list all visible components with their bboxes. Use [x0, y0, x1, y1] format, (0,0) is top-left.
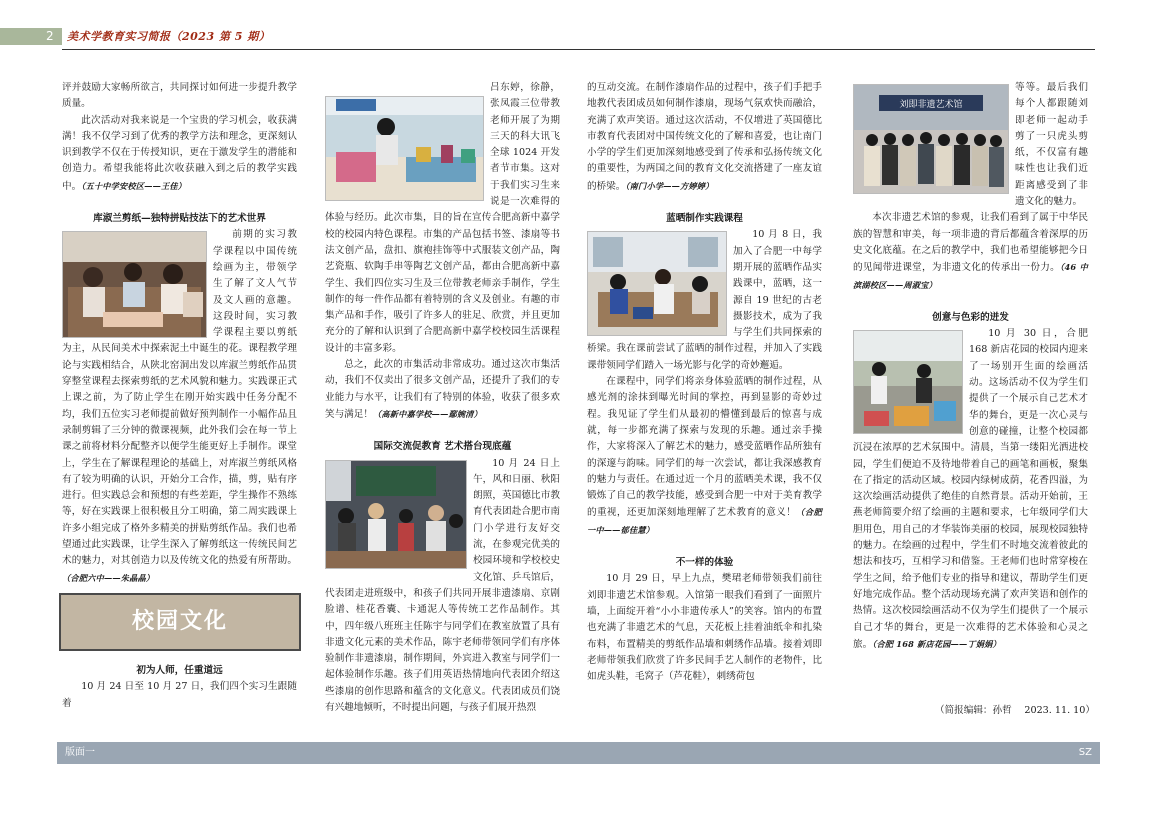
- column-3: [587, 80, 822, 685]
- author-signature: （合肥 168 新店花园——丁娟娟）: [872, 638, 1001, 649]
- page-number: 2: [46, 29, 54, 43]
- footer-section-label: 版面一: [65, 747, 95, 758]
- article-heading-different-experience: 不一样的体验: [675, 557, 734, 569]
- author-signature: （五十中学安校区——王佳）: [81, 180, 187, 191]
- article-text: 10 月 30 日，合肥 168 新店花园的校园内迎来了一场别开生面的绘画活动。这场活动不仅为学生们提供了一个展示自己艺术才华的舞台，更是一次心灵与创意的碰撞，让整个校园都沉浸在浓厚的艺术氛围中。清晨，当第一缕阳光洒进校园，学生们便迫不及待地带着自己的画笔和画板，聚集在了指定的活动区域。校园内绿树成荫，花香四溢，为这次绘画活动提供了绝佳的自然背景。活动开始前，王燕老师简要介绍了绘画的主题和要求，七年级同学们大胆用色，用自己的才华装饰美丽的校园，展现校园独特的魅力。在绘画的过程中，学生们不时地交流着彼此的想法和技巧，互相学习和借鉴。王老师们也时常穿梭在学生之间，给予他们专业的指导和建议，帮助学生们更好地完成作品。整个活动现场充满了欢声笑语和创作的热情。这次校园绘画活动不仅为学生们提供了一个展示自己才华的舞台，更是一次难得的艺术体验和心灵之旅。（合肥 168 新店花园——丁娟娟）: [853, 328, 1088, 650]
- footer-initials: SZ: [1078, 747, 1092, 758]
- article-text: 的互动交流。在制作漆扇作品的过程中，孩子们手把手地教代表团成员如何制作漆扇，现场气氛欢快而融洽，充满了欢声笑语。通过这次活动，不仅增进了英国德比市教育代表团对中国传统文化的了解和喜爱，也让南门小学的学生们更加深刻地感受到了传承和弘扬传统文化的重要性，为两国之间的教育文化交流搭建了一座友谊的桥梁。（南门小学——方婷婷）: [587, 82, 822, 192]
- photo-market-booth: [325, 96, 484, 201]
- journal-title: 美术学教育实习简报（2023 第 5 期）: [67, 30, 271, 43]
- museum-sign-text: 刘即非遗艺术馆: [899, 100, 963, 110]
- article-text: 总之，此次的市集活动非常成功。通过这次市集活动，我们不仅卖出了很多文创产品，还提升了我们的专业能力与水平，让我们有了特别的体验，收获了很多欢笑与满足！（高新中嘉学校——鄢婉清）: [325, 359, 560, 420]
- article-text: 10 月 24 日至 10 月 27 日，我们四个实习生跟随着: [62, 681, 297, 709]
- editor-credit: （简报编辑：孙哲 2023. 11. 10）: [934, 705, 1095, 716]
- author-signature: （高新中嘉学校——鄢婉清）: [372, 408, 483, 419]
- article-text: 10 月 8 日，我加入了合肥一中每学期开展的蓝晒作品实践课中，蓝晒，这一源自 19 世纪的古老摄影技术，成为了我与学生们共同探索的桥梁。我在课前尝试了蓝晒的制作过程，并加入了实践课带领同学们踏入一场光影与化学的奇妙邂逅。: [587, 229, 822, 371]
- column-4: [853, 80, 1088, 653]
- article-text: 前期的实习教学课程以中国传统绘画为主，带领学生了解了文人气节及文人画的意趣。这段时间，实习教学课程主要以剪纸为主，从民间美术中探索泥土中诞生的花。课程教学理论与实践相结合，从陕北窑洞出发以库淑兰剪纸作品贯穿整堂课程去探索剪纸的艺术风貌和魅力。实践课正式上课之前，为了防止学生在刚开始实践中任务分配不均，我们五位实习老师提前做好预判制作一小幅作品且录制剪辑了三分钟的微课视频，此外我们会在每一节上课之前将材料分配整齐以便学生能更好上手制作。课堂上，学生在了解课程理论的基础上，对库淑兰剪纸风格有了较为明确的认识，开始分工合作，描，剪，贴有序进行。但实践总会和预想的有些差距，学生操作不熟练等，好在实践课上很积极且分工明确，第二周实践课上许多小组完成了格外多精美的拼贴剪纸作品。我们也希望通过此实践课，让学生深入了解剪纸这一传统民间艺术的魅力，对其创造力以及传统文化的热爱有所帮助。（合肥六中——朱晶晶）: [62, 229, 297, 583]
- photo-exchange-classroom: [325, 460, 467, 569]
- header-rule: [62, 49, 1095, 50]
- article-heading-creativity-color: 创意与色彩的迸发: [932, 311, 1009, 323]
- column-1: [62, 80, 297, 712]
- photo-cyanotype-class: [587, 231, 727, 336]
- article-text: 吕东婷，徐静，张凤霞三位带教老师开展了为期三天的科大讯飞全球 1024 开发者节市集。这对于我们实习生来说是一次难得的体验与经历。此次市集，目的旨在宣传合肥高新中嘉学校的校园内特色课程。市集的产品包括书签、漆扇等书法文创产品，盘扣、旗袍挂饰等中式服装文创产品，陶艺瓷瓶、软陶手串等陶艺文创产品，都由合肥高新中嘉学生、我们四位实习生及三位带教老师亲手制作，学生制作的每一件作品都有着特别的含义及创业。有趣的市集产品和手作，吸引了许多人的驻足、欣赏，并且更加充分的了解和认识到了合肥高新中嘉学校校园生活课程设计的丰富多彩。: [325, 82, 560, 354]
- article-text: 评并鼓励大家畅所欲言，共同探讨如何进一步提升教学质量。: [62, 82, 297, 110]
- author-signature: （合肥一中——郁佳慧）: [587, 507, 822, 535]
- photo-museum-group: [853, 84, 1009, 194]
- author-signature: （南门小学——方婷婷）: [625, 180, 714, 191]
- article-heading-paper-cut: 库淑兰剪纸—独特拼贴技法下的艺术世界: [93, 213, 266, 225]
- photo-painting-activity: [853, 330, 963, 434]
- article-heading-new-teacher: 初为人师，任重道远: [136, 664, 223, 676]
- article-text: 在课程中，同学们将亲身体验蓝晒的制作过程，从感光剂的涂抹到曝光时间的掌控，再到显影的奇妙过程。我见证了学生们从最初的懵懂到最后的惊喜与成就，每一步都充满了探索与发现的乐趣。通过亲手操作，大家将深入了解艺术的魅力，感受蓝晒作品所独有的深邃与韵味。同学们的每一次尝试，都让我深感教育的魅力与责任。在通过近一个月的蓝晒美术课，我不仅锻炼了自己的教学技能，感受到合肥一中对于美育教学的重视，还更加深刻地理解了艺术教育的意义！（合肥一中——郁佳慧）: [587, 376, 822, 535]
- article-heading-international-exchange: 国际交流促教育 艺术搭台现底蕴: [373, 441, 512, 453]
- article-text: 本次非遗艺术馆的参观，让我们看到了属于中华民族的智慧和审美，每一项非遗的背后都蕴含着深厚的历史文化底蕴。在之后的教学中，我们也希望能够把今日的见闻带进课堂，为非遗文化的传承出一份力。（46 中滨湖校区——周淑宝）: [853, 212, 1088, 290]
- section-banner-campus-culture: 校园文化: [59, 593, 301, 651]
- footer-bar: [57, 742, 1100, 764]
- author-signature: （46 中滨湖校区——周淑宝）: [853, 262, 1088, 290]
- article-text: 刘即非遗艺术馆 等等。最后我们每个人都跟随刘即老师一起动手剪了一只虎头剪纸，不仅富有趣味性也让我们近距离感受到了非遗文化的魅力。: [853, 80, 1088, 210]
- article-heading-cyanotype: 蓝晒制作实践课程: [666, 213, 743, 225]
- column-2: [325, 80, 560, 716]
- article-text: 10 月 24 日上午，风和日丽、秋阳朗照，英国德比市教育代表团赴合肥市南门小学进行友好交流，在参观完优美的校园环境和学校校史文化馆、乒乓馆后，代表团走进班级中，和孩子们共同开展非遗漆扇、京剧脸谱、桂花香囊、卡通泥人等传统工艺作品制作。其中，四年级八班班主任陈宇与同学们在教室放置了具有非遗文化元素的美术作品，陈宇老师带领同学们有序体验制作非遗漆扇，制作期间，外宾进入教室与同学们一起体验制作乐趣。孩子们用英语热情地向代表团介绍这些漆扇的创作思路和蕴含的文化意义。代表团成员们饶有兴趣地倾听，不时提出问题，与孩子们展开热烈: [325, 457, 560, 713]
- photo-paper-cut-class: [62, 231, 207, 338]
- article-text: 10 月 29 日，早上九点，樊珺老师带领我们前往刘即非遗艺术馆参观。入馆第一眼我们看到了一面照片墙，上面绽开着“小小非遗传承人”的笑容。馆内的布置也充满了非遗艺术的气息，天花板上挂着油纸伞和扎染布料，布置精美的剪纸作品墙和刺绣作品墙。接着刘即老师带领我们欣赏了许多民间手艺人制作的老物件，比如虎头鞋，毛窝子（芦花鞋），刺绣荷包: [587, 573, 822, 683]
- author-signature: （合肥六中——朱晶晶）: [62, 572, 155, 583]
- article-text: 此次活动对我来说是一个宝贵的学习机会，收获满满！我不仅学习到了优秀的教学方法和理念，更深刻认识到教学不仅在于传授知识，更在于激发学生的潜能和创造力。希望我能将此次收获融入到之后的教学实践中。（五十中学安校区——王佳）: [62, 114, 297, 192]
